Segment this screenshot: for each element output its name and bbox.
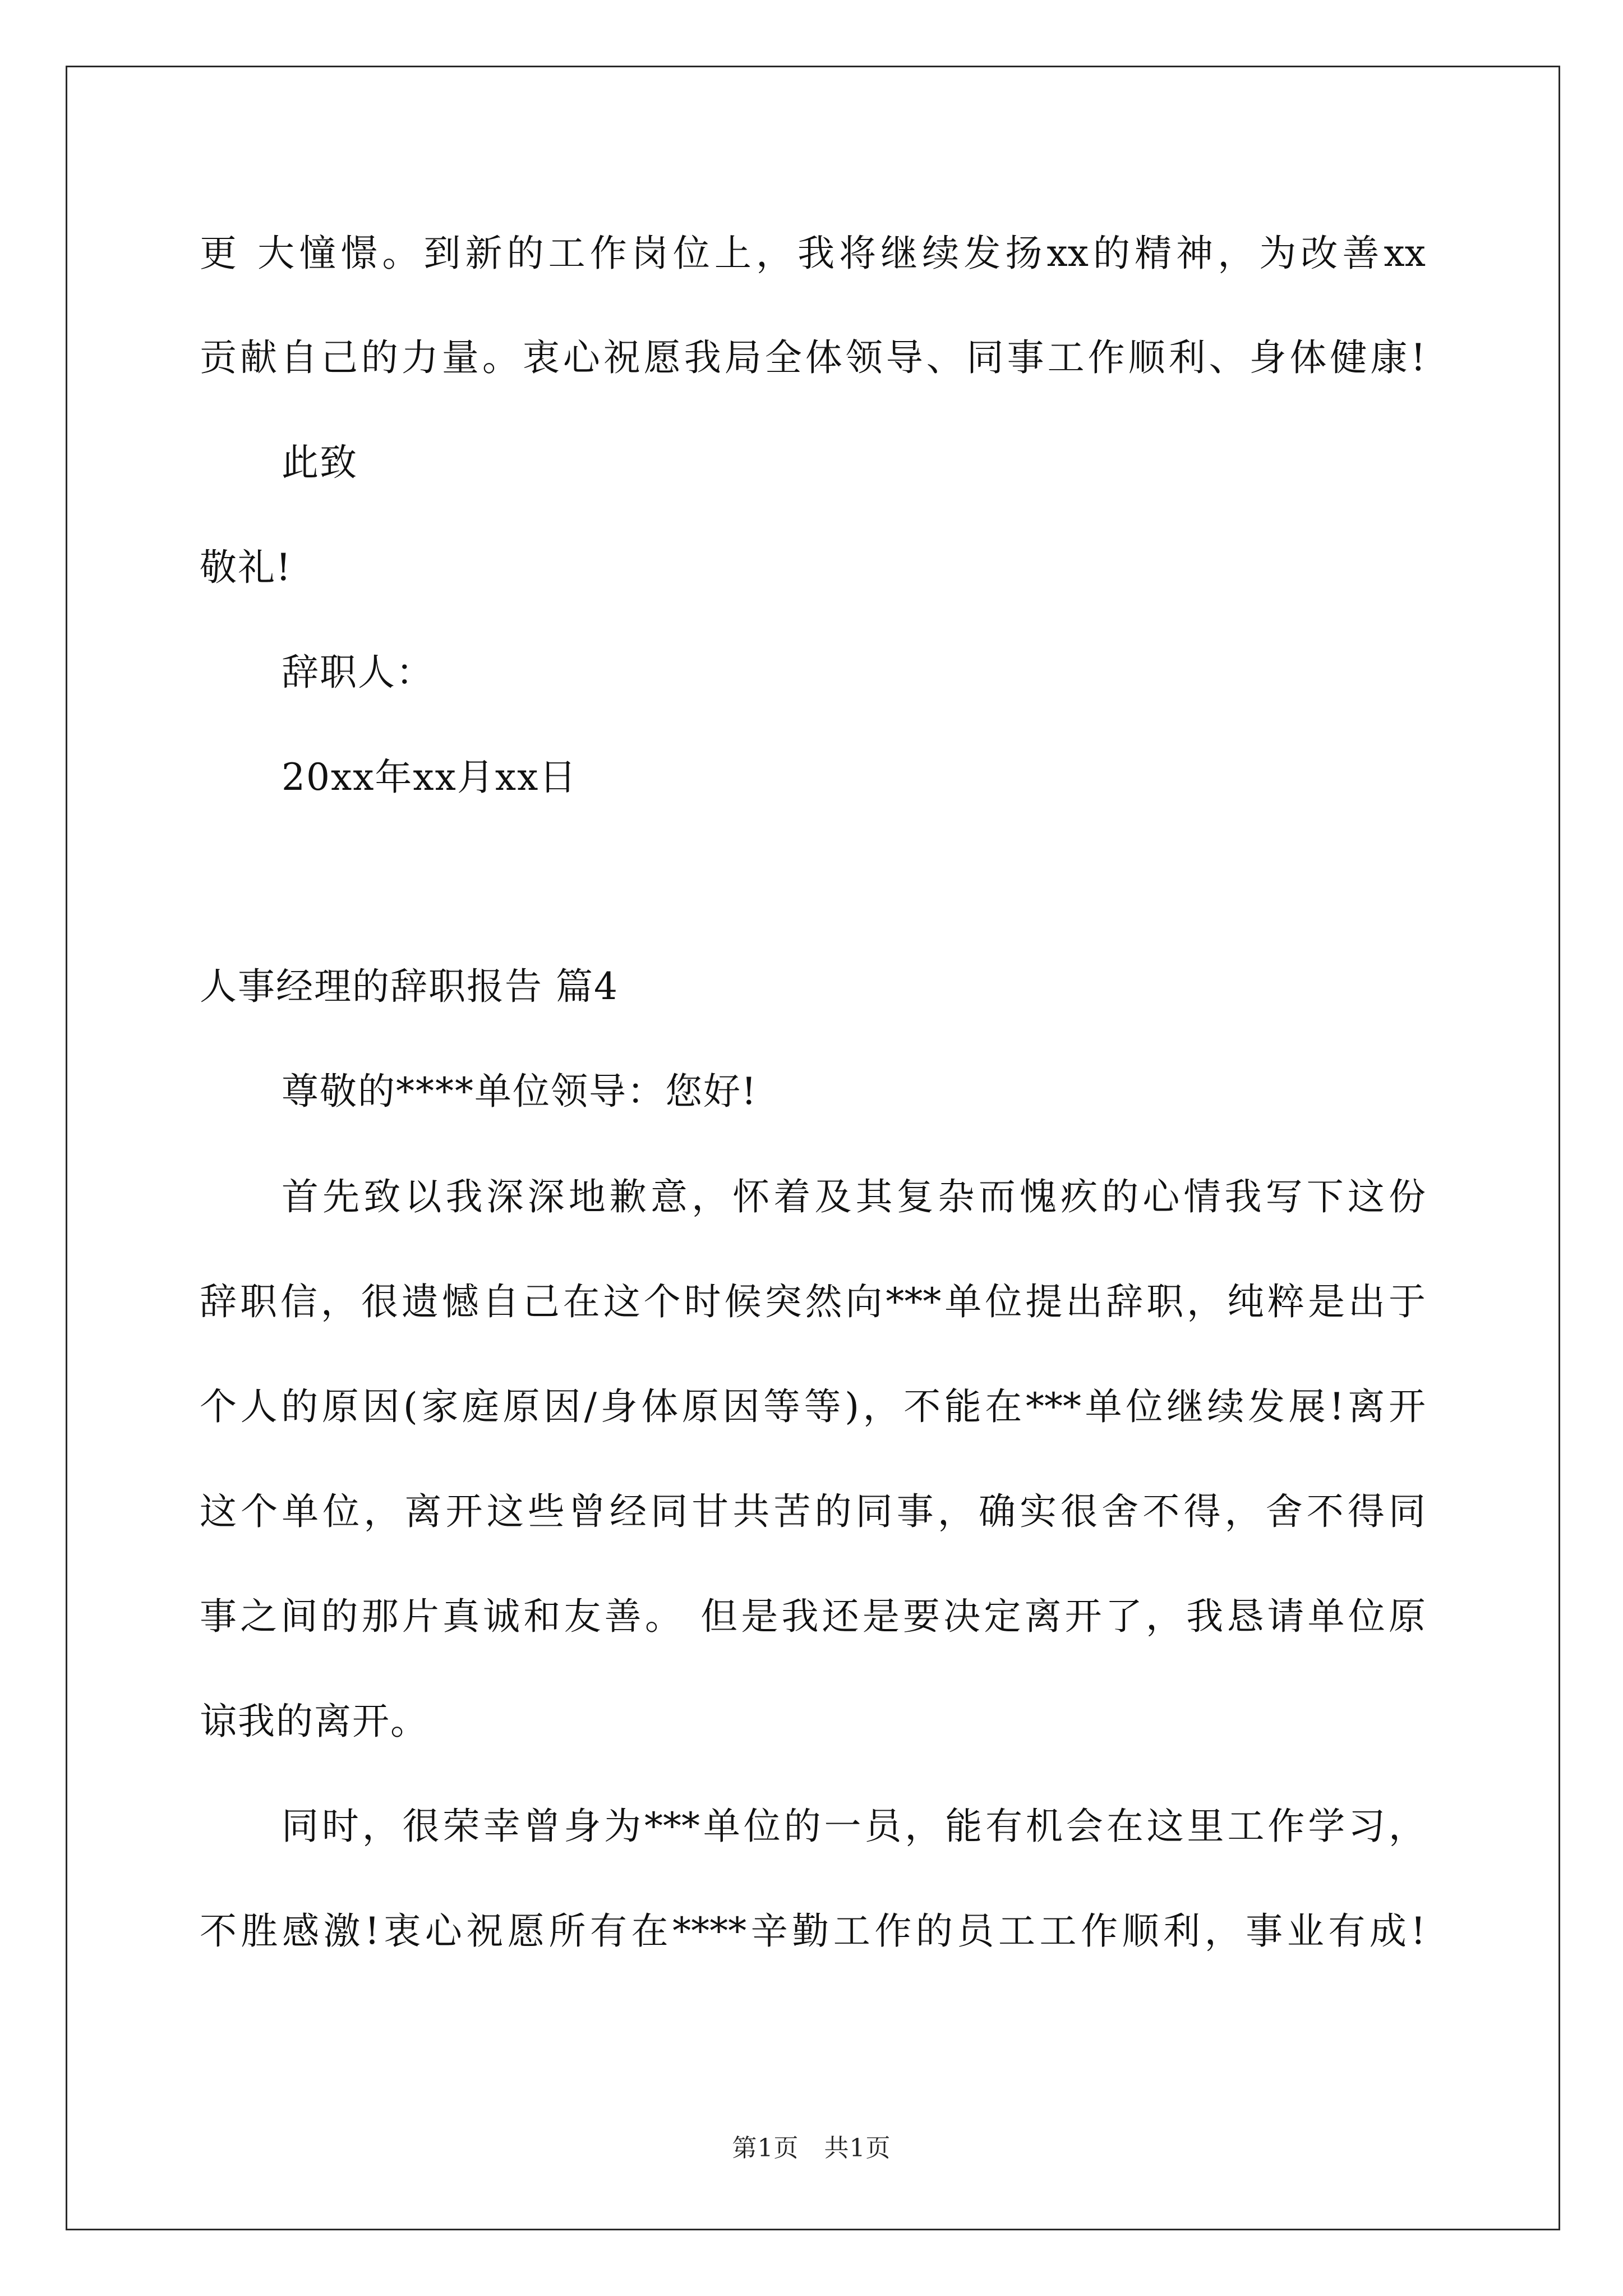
body-line-3: 首先致以我深深地歉意，怀着及其复杂而愧疚的心情我写下这份	[282, 1175, 1426, 1218]
section-title: 人事经理的辞职报告 篇4	[200, 965, 619, 1008]
body-line-8: 谅我的离开。	[200, 1700, 428, 1743]
body-line-7: 事之间的那片真诚和友善。 但是我还是要决定离开了，我恳请单位原	[200, 1595, 1426, 1638]
body-line-9: 同时，很荣幸曾身为***单位的一员，能有机会在这里工作学习，	[282, 1805, 1426, 1848]
body-line-10: 不胜感激!衷心祝愿所有在****辛勤工作的员工工作顺利，事业有成!	[200, 1910, 1426, 1953]
body-line-1: 更 大憧憬。到新的工作岗位上，我将继续发扬xx的精神，为改善xx	[200, 232, 1426, 275]
closing-respect: 敬礼!	[200, 546, 292, 589]
greeting-line: 尊敬的****单位领导：您好!	[282, 1070, 758, 1113]
body-line-4: 辞职信，很遗憾自己在这个时候突然向***单位提出辞职，纯粹是出于	[200, 1280, 1426, 1323]
body-line-5: 个人的原因(家庭原因/身体原因等等)，不能在***单位继续发展!离开	[200, 1385, 1426, 1428]
page-border	[66, 66, 1560, 2230]
closing-salutation: 此致	[282, 441, 358, 484]
body-line-2: 贡献自己的力量。衷心祝愿我局全体领导、同事工作顺利、身体健康!	[200, 336, 1426, 379]
page-number: 第1页 共1页	[732, 2134, 891, 2162]
signature-label: 辞职人：	[282, 651, 434, 694]
body-line-6: 这个单位，离开这些曾经同甘共苦的同事，确实很舍不得，舍不得同	[200, 1490, 1426, 1533]
date-line: 20xx年xx月xx日	[282, 756, 578, 799]
